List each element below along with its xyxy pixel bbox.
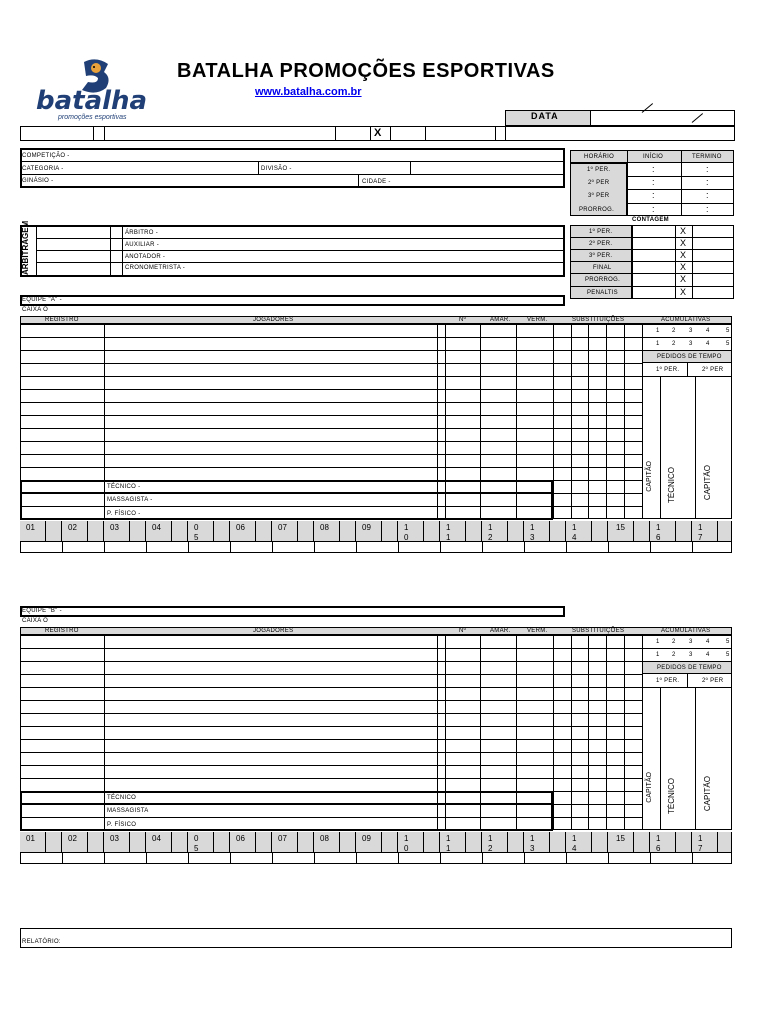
acumulativa-num: 5 bbox=[726, 652, 730, 658]
registro-header: REGISTRO bbox=[45, 317, 79, 323]
acumulativa-num: 4 bbox=[706, 652, 710, 658]
acumulativa-num: 2 bbox=[672, 328, 676, 334]
massagista-label: MASSAGISTA bbox=[107, 808, 149, 814]
player-number: 1 1 bbox=[446, 523, 451, 542]
per1-label: 1º PER. bbox=[656, 367, 680, 373]
anotador-label: ANOTADOR - bbox=[125, 254, 166, 260]
player-number: 06 bbox=[236, 523, 245, 532]
acumulativa-num: 5 bbox=[726, 341, 730, 347]
contagem-title: CONTAGEM bbox=[632, 217, 669, 223]
competicao-label: COMPETIÇÃO - bbox=[22, 153, 70, 159]
registro-header: REGISTRO bbox=[45, 628, 79, 634]
amar-header: AMAR. bbox=[490, 317, 511, 323]
auxiliar-label: AUXILIAR - bbox=[125, 242, 160, 248]
vs-mark: X bbox=[374, 127, 382, 139]
cidade-label: CIDADE - bbox=[362, 179, 391, 185]
page-title: BATALHA PROMOÇÕES ESPORTIVAS bbox=[177, 60, 555, 82]
jogadores-header: JOGADORES bbox=[253, 317, 294, 323]
substituicoes-header: SUBSTITUIÇÕES bbox=[572, 317, 625, 323]
acumulativa-num: 4 bbox=[706, 341, 710, 347]
player-number: 03 bbox=[110, 834, 119, 843]
player-number: 1 7 bbox=[698, 523, 703, 542]
player-number: 0 5 bbox=[194, 523, 199, 542]
player-number: 1 2 bbox=[488, 834, 493, 853]
acumulativa-num: 3 bbox=[689, 652, 693, 658]
player-number: 04 bbox=[152, 834, 161, 843]
tecnico-label: TÉCNICO bbox=[107, 795, 137, 801]
horario-header: HORÁRIO bbox=[584, 154, 615, 160]
caixa-label: CAIXA O bbox=[22, 307, 49, 313]
acumulativa-num: 5 bbox=[726, 639, 730, 645]
acumulativa-num: 1 bbox=[656, 652, 660, 658]
verm-header: VERM. bbox=[527, 628, 548, 634]
player-number: 01 bbox=[26, 834, 35, 843]
player-number: 06 bbox=[236, 834, 245, 843]
acumulativa-num: 3 bbox=[689, 328, 693, 334]
capitao-vertical: CAPITÃO bbox=[646, 461, 653, 492]
player-number: 03 bbox=[110, 523, 119, 532]
player-number: 09 bbox=[362, 523, 371, 532]
data-input[interactable] bbox=[590, 110, 735, 126]
acumulativa-num: 2 bbox=[672, 639, 676, 645]
capitao-vertical: CAPITÃO bbox=[646, 772, 653, 803]
per2-label: 2º PER bbox=[702, 678, 724, 684]
ginasio-label: GINÁSIO - bbox=[22, 178, 54, 184]
acumulativa-num: 2 bbox=[672, 652, 676, 658]
capitao2-vertical: CAPITÃO bbox=[703, 776, 712, 812]
verm-header: VERM. bbox=[527, 317, 548, 323]
team-a-section bbox=[0, 295, 768, 609]
data-label: DATA bbox=[531, 111, 559, 121]
contagem-row-label: PRORROG. bbox=[585, 277, 621, 283]
per1-label: 1º PER. bbox=[656, 678, 680, 684]
time-colon: : bbox=[706, 204, 709, 214]
tecnico-vertical: TÉCNICO bbox=[667, 467, 676, 503]
acumulativa-num: 3 bbox=[689, 639, 693, 645]
capitao2-vertical: CAPITÃO bbox=[703, 465, 712, 501]
tecnico-label: TÉCNICO - bbox=[107, 484, 141, 490]
player-number: 1 6 bbox=[656, 523, 661, 542]
logo-subtext: promoções esportivas bbox=[58, 114, 127, 121]
player-number: 1 2 bbox=[488, 523, 493, 542]
equipe-label: EQUIPE "A" - bbox=[22, 297, 62, 303]
pedidos-tempo-label: PEDIDOS DE TEMPO bbox=[657, 354, 722, 360]
acumulativas-header: ACUMULATIVAS bbox=[661, 628, 711, 634]
logo bbox=[34, 58, 154, 128]
player-number: 01 bbox=[26, 523, 35, 532]
logo-text: batalha bbox=[36, 86, 148, 116]
player-number: 0 5 bbox=[194, 834, 199, 853]
player-number: 08 bbox=[320, 523, 329, 532]
tecnico-vertical: TÉCNICO bbox=[667, 778, 676, 814]
divisao-label: DIVISÃO - bbox=[261, 166, 292, 172]
time-colon: : bbox=[706, 177, 709, 187]
contagem-x: X bbox=[680, 238, 687, 248]
contagem-row-label: 3º PER. bbox=[589, 253, 613, 259]
player-number: 07 bbox=[278, 523, 287, 532]
caixa-label: CAIXA O bbox=[22, 618, 49, 624]
acumulativa-num: 5 bbox=[726, 328, 730, 334]
contagem-x: X bbox=[680, 226, 687, 236]
relatorio-box bbox=[20, 928, 732, 948]
substituicoes-header: SUBSTITUIÇÕES bbox=[572, 628, 625, 634]
horario-row-label: 3º PER bbox=[588, 193, 610, 199]
jogadores-header: JOGADORES bbox=[253, 628, 294, 634]
per2-label: 2º PER bbox=[702, 367, 724, 373]
player-number: 1 3 bbox=[530, 834, 535, 853]
time-colon: : bbox=[652, 177, 655, 187]
player-number: 02 bbox=[68, 523, 77, 532]
acumulativas-header: ACUMULATIVAS bbox=[661, 317, 711, 323]
acumulativa-num: 4 bbox=[706, 639, 710, 645]
contagem-row-label: 1º PER. bbox=[589, 229, 613, 235]
fisico-label: P. FÍSICO - bbox=[107, 511, 141, 517]
numero-header: Nº bbox=[459, 317, 467, 323]
relatorio-label: RELATÓRIO: bbox=[22, 939, 61, 945]
acumulativa-num: 1 bbox=[656, 639, 660, 645]
contagem-x: X bbox=[680, 250, 687, 260]
team-b-section bbox=[0, 606, 768, 924]
player-number: 04 bbox=[152, 523, 161, 532]
player-number: 07 bbox=[278, 834, 287, 843]
termino-header: TERMINO bbox=[692, 154, 722, 160]
contagem-x: X bbox=[680, 287, 687, 297]
player-number: 15 bbox=[616, 523, 625, 532]
amar-header: AMAR. bbox=[490, 628, 511, 634]
inicio-header: INÍCIO bbox=[643, 154, 664, 160]
acumulativa-num: 1 bbox=[656, 341, 660, 347]
player-number: 1 1 bbox=[446, 834, 451, 853]
equipe-label: EQUIPE "B" - bbox=[22, 608, 62, 614]
horario-row-label: 1º PER. bbox=[587, 167, 611, 173]
site-link[interactable]: www.batalha.com.br bbox=[255, 86, 362, 98]
player-number: 08 bbox=[320, 834, 329, 843]
time-colon: : bbox=[652, 164, 655, 174]
player-number: 1 4 bbox=[572, 834, 577, 853]
player-number: 1 0 bbox=[404, 523, 409, 542]
acumulativa-num: 3 bbox=[689, 341, 693, 347]
time-colon: : bbox=[652, 190, 655, 200]
acumulativa-num: 1 bbox=[656, 328, 660, 334]
player-number: 1 3 bbox=[530, 523, 535, 542]
horario-row-label: 2º PER bbox=[588, 180, 610, 186]
player-number: 1 7 bbox=[698, 834, 703, 853]
contagem-x: X bbox=[680, 274, 687, 284]
player-number: 02 bbox=[68, 834, 77, 843]
player-number: 09 bbox=[362, 834, 371, 843]
contagem-row-label: 2º PER. bbox=[589, 241, 613, 247]
time-colon: : bbox=[706, 164, 709, 174]
arbitragem-side-label: ARBITRAGEM bbox=[21, 220, 30, 275]
contagem-x: X bbox=[680, 262, 687, 272]
pedidos-tempo-label: PEDIDOS DE TEMPO bbox=[657, 665, 722, 671]
player-number: 1 0 bbox=[404, 834, 409, 853]
massagista-label: MASSAGISTA - bbox=[107, 497, 153, 503]
acumulativa-num: 2 bbox=[672, 341, 676, 347]
contagem-row-label: FINAL bbox=[593, 265, 612, 271]
cronometrista-label: CRONOMETRISTA - bbox=[125, 265, 186, 271]
time-colon: : bbox=[706, 190, 709, 200]
contagem-row-label: PENALTIS bbox=[587, 290, 618, 296]
numero-header: Nº bbox=[459, 628, 467, 634]
fisico-label: P. FÍSICO bbox=[107, 822, 137, 828]
acumulativa-num: 4 bbox=[706, 328, 710, 334]
categoria-label: CATEGORIA - bbox=[22, 166, 64, 172]
time-colon: : bbox=[652, 204, 655, 214]
arbitro-label: ÁRBITRO - bbox=[125, 230, 159, 236]
competition-box bbox=[20, 148, 565, 188]
player-number: 1 4 bbox=[572, 523, 577, 542]
horario-row-label: PRORROG. bbox=[579, 207, 615, 213]
arbitragem-box bbox=[20, 220, 565, 277]
player-number: 15 bbox=[616, 834, 625, 843]
player-number: 1 6 bbox=[656, 834, 661, 853]
